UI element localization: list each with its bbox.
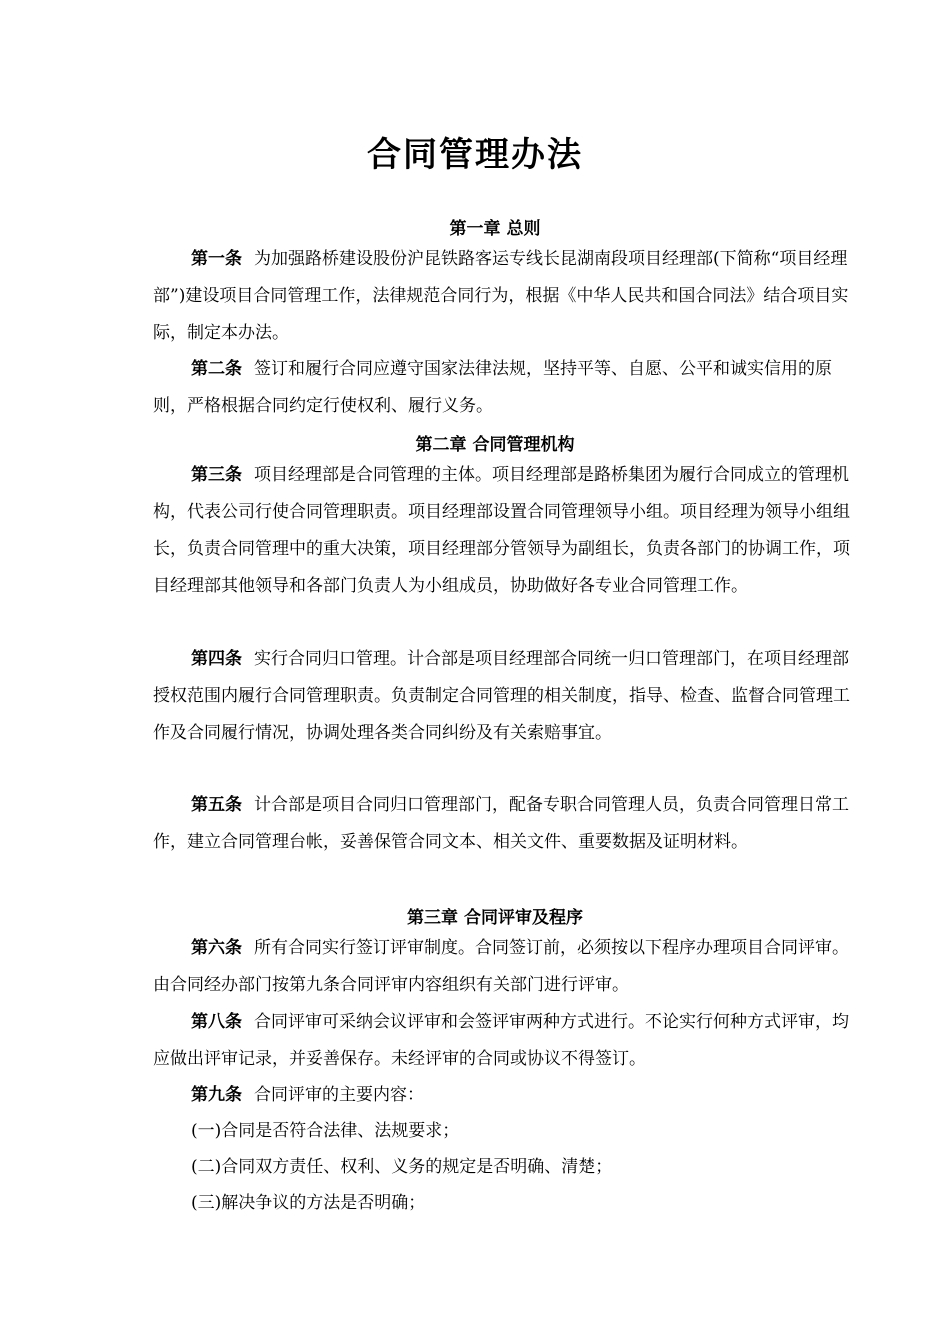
article-label: 第二条 (191, 359, 242, 379)
article-4 (153, 641, 853, 752)
document-title: 合同管理办法 (367, 135, 583, 175)
article-6 (153, 930, 853, 1004)
article-9 (153, 1077, 853, 1114)
article-text: 签订和履行合同应遵守国家法律法规，坚持平等、自愿、公平和诚实信用的原则，严格根据合同约定行使权利、履行义务。 (153, 359, 832, 416)
article-label: 第四条 (191, 649, 242, 669)
article-label: 第五条 (191, 795, 242, 815)
article-text: 实行合同归口管理。计合部是项目经理部合同统一归口管理部门，在项目经理部授权范围内履行合同管理职责。负责制定合同管理的相关制度，指导、检查、监督合同管理工作及合同履行情况，协调处理各类合同纠纷及有关索赔事宜。 (153, 649, 850, 743)
article-5 (153, 787, 853, 861)
chapter-3-heading: 第三章 合同评审及程序 (407, 908, 583, 928)
article-text: 合同评审可采纳会议评审和会签评审两种方式进行。不论实行何种方式评审，均应做出评审记录，并妥善保存。未经评审的合同或协议不得签订。 (153, 1012, 849, 1069)
article-text: 所有合同实行签订评审制度。合同签订前，必须按以下程序办理项目合同评审。由合同经办部门按第九条合同评审内容组织有关部门进行评审。 (153, 938, 849, 995)
article-text: 合同评审的主要内容： (254, 1085, 424, 1105)
article-1 (153, 241, 853, 352)
article-label: 第六条 (191, 938, 242, 958)
article-label: 第八条 (191, 1012, 242, 1032)
article-label: 第一条 (191, 249, 242, 269)
article-label: 第三条 (191, 465, 242, 485)
article-text: 为加强路桥建设股份沪昆铁路客运专线长昆湖南段项目经理部(下简称“项目经理部”)建设项目合同管理工作，法律规范合同行为，根据《中华人民共和国合同法》结合项目实际，制定本办法。 (153, 249, 849, 343)
article-2 (153, 351, 853, 425)
article-text: 项目经理部是合同管理的主体。项目经理部是路桥集团为履行合同成立的管理机构，代表公司行使合同管理职责。项目经理部设置合同管理领导小组。项目经理为领导小组组长，负责合同管理中的重大决策，项目经理部分管领导为副组长，负责各部门的协调工作，项目经理部其他领导和各部门负责人为小组成员，协助做好各专业合同管理工作。 (153, 465, 850, 596)
chapter-2-heading: 第二章 合同管理机构 (415, 435, 575, 455)
article-text: 计合部是项目合同归口管理部门，配备专职合同管理人员，负责合同管理日常工作，建立合同管理台帐，妥善保管合同文本、相关文件、重要数据及证明材料。 (153, 795, 849, 852)
article-3 (153, 457, 853, 605)
review-item-3: (三)解决争议的方法是否明确； (191, 1193, 426, 1213)
article-8 (153, 1004, 853, 1078)
chapter-1-heading: 第一章 总则 (449, 219, 541, 239)
review-item-2: (二)合同双方责任、权利、义务的规定是否明确、清楚； (191, 1157, 613, 1177)
review-item-1: (一)合同是否符合法律、法规要求； (191, 1121, 460, 1141)
article-label: 第九条 (191, 1085, 242, 1105)
